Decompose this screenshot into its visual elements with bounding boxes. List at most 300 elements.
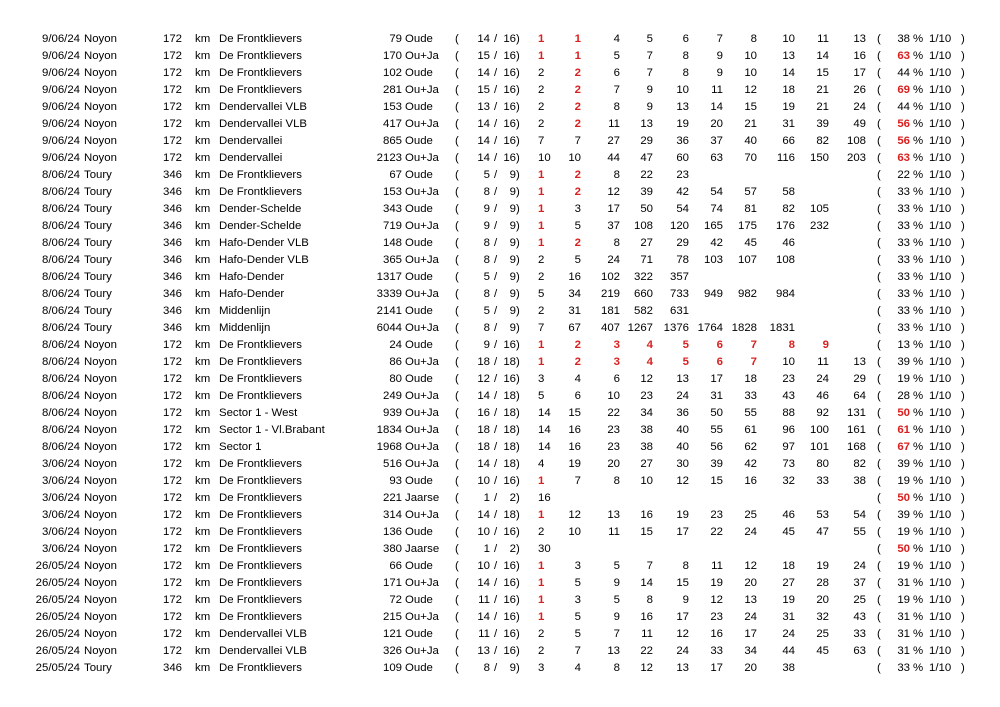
percent-sign: %	[913, 594, 924, 606]
place-result: 11	[641, 628, 653, 640]
place-result: 40	[676, 441, 689, 453]
date: 9/06/24	[41, 152, 80, 164]
slash: /	[494, 33, 498, 45]
date: 26/05/24	[35, 577, 80, 589]
place-result: 101	[809, 441, 829, 453]
place-result: 168	[846, 441, 866, 453]
place-result: 1	[538, 356, 545, 368]
place-result: 73	[782, 458, 795, 470]
distance: 346	[162, 220, 182, 232]
total-count: 16	[503, 339, 516, 351]
result-row	[0, 269, 1000, 286]
place-result: 100	[809, 424, 829, 436]
place-result: 2	[538, 628, 545, 640]
open-paren: (	[455, 594, 459, 606]
category: Oude	[405, 237, 433, 249]
percentage: 33	[897, 322, 910, 334]
place-result: 49	[853, 118, 866, 130]
place-result: 20	[607, 458, 620, 470]
ratio: 1/10	[929, 322, 952, 334]
open-paren: (	[455, 305, 459, 317]
result-row	[0, 133, 1000, 150]
percentage: 50	[897, 543, 910, 555]
close-paren: )	[516, 203, 520, 215]
place-result: 39	[640, 186, 653, 198]
place-result: 15	[816, 67, 829, 79]
place-result: 660	[633, 288, 653, 300]
open-paren: (	[455, 220, 459, 232]
pct-open-paren: (	[877, 645, 881, 657]
category: Oude	[405, 594, 433, 606]
place-result: 25	[853, 594, 866, 606]
place-result: 13	[676, 101, 689, 113]
date: 8/06/24	[41, 390, 80, 402]
place-result: 2	[538, 101, 545, 113]
distance-unit: km	[195, 254, 211, 266]
open-paren: (	[455, 135, 459, 147]
close-paren: )	[516, 492, 520, 504]
prized-count: 14	[477, 577, 490, 589]
open-paren: (	[455, 441, 459, 453]
place-result: 33	[853, 628, 866, 640]
place-result: 40	[744, 135, 757, 147]
place-result: 105	[809, 203, 829, 215]
place-result: 108	[775, 254, 795, 266]
distance-unit: km	[195, 492, 211, 504]
place-result: 28	[816, 577, 829, 589]
birds-count: 516	[382, 458, 402, 470]
place-result: 42	[710, 237, 723, 249]
distance: 172	[162, 101, 182, 113]
pct-open-paren: (	[877, 441, 881, 453]
category: Oude	[405, 526, 433, 538]
percent-sign: %	[913, 407, 924, 419]
slash: /	[494, 339, 498, 351]
distance-unit: km	[195, 169, 211, 181]
result-row	[0, 558, 1000, 575]
result-row	[0, 320, 1000, 337]
result-row	[0, 337, 1000, 354]
pct-close-paren: )	[961, 339, 965, 351]
place-result: 22	[710, 526, 723, 538]
category: Oude	[405, 271, 433, 283]
race-place: Noyon	[84, 373, 117, 385]
pct-close-paren: )	[961, 237, 965, 249]
place-result: 17	[710, 373, 723, 385]
pct-close-paren: )	[961, 33, 965, 45]
race-place: Toury	[84, 203, 112, 215]
place-result: 4	[538, 458, 545, 470]
total-count: 16	[503, 611, 516, 623]
pct-close-paren: )	[961, 271, 965, 283]
place-result: 42	[744, 458, 757, 470]
place-result: 1	[538, 560, 545, 572]
ratio: 1/10	[929, 305, 952, 317]
result-row	[0, 116, 1000, 133]
birds-count: 281	[382, 84, 402, 96]
slash: /	[494, 424, 498, 436]
pct-close-paren: )	[961, 288, 965, 300]
place-result: 82	[782, 203, 795, 215]
club-name: Sector 1 - West	[219, 407, 298, 419]
close-paren: )	[516, 84, 520, 96]
club-name: Sector 1	[219, 441, 262, 453]
prized-count: 10	[477, 475, 490, 487]
birds-count: 72	[389, 594, 402, 606]
close-paren: )	[516, 407, 520, 419]
percent-sign: %	[913, 441, 924, 453]
place-result: 11	[608, 526, 620, 538]
place-result: 1	[538, 50, 545, 62]
prized-count: 5	[483, 305, 490, 317]
close-paren: )	[516, 220, 520, 232]
place-result: 34	[640, 407, 653, 419]
pct-open-paren: (	[877, 339, 881, 351]
place-result: 23	[607, 424, 620, 436]
result-row	[0, 184, 1000, 201]
total-count: 2	[509, 492, 516, 504]
close-paren: )	[516, 424, 520, 436]
pct-open-paren: (	[877, 305, 881, 317]
total-count: 18	[503, 407, 516, 419]
percent-sign: %	[913, 390, 924, 402]
race-place: Noyon	[84, 356, 117, 368]
result-row	[0, 303, 1000, 320]
pct-close-paren: )	[961, 50, 965, 62]
total-count: 16	[503, 152, 516, 164]
place-result: 161	[846, 424, 866, 436]
place-result: 1	[538, 475, 545, 487]
place-result: 33	[744, 390, 757, 402]
place-result: 13	[676, 373, 689, 385]
percentage: 19	[897, 526, 910, 538]
close-paren: )	[516, 33, 520, 45]
place-result: 5	[574, 611, 581, 623]
percentage: 19	[897, 560, 910, 572]
place-result: 357	[669, 271, 689, 283]
slash: /	[494, 203, 498, 215]
total-count: 9	[509, 203, 516, 215]
pct-open-paren: (	[877, 322, 881, 334]
place-result: 7	[646, 67, 653, 79]
category: Oude	[405, 203, 433, 215]
club-name: De Frontklievers	[219, 458, 302, 470]
place-result: 5	[682, 356, 689, 368]
prized-count: 15	[477, 84, 490, 96]
prized-count: 14	[477, 33, 490, 45]
category: Oude	[405, 373, 433, 385]
club-name: Hafo-Dender VLB	[219, 254, 309, 266]
place-result: 8	[613, 662, 620, 674]
place-result: 5	[613, 50, 620, 62]
place-result: 219	[600, 288, 620, 300]
close-paren: )	[516, 254, 520, 266]
percent-sign: %	[913, 662, 924, 674]
total-count: 16	[503, 594, 516, 606]
prized-count: 15	[477, 50, 490, 62]
date: 25/05/24	[35, 662, 80, 674]
place-result: 9	[646, 84, 653, 96]
race-place: Noyon	[84, 594, 117, 606]
category: Ou+Ja	[405, 645, 439, 657]
club-name: De Frontklievers	[219, 526, 302, 538]
percentage: 31	[897, 628, 910, 640]
ratio: 1/10	[929, 271, 952, 283]
result-row	[0, 626, 1000, 643]
slash: /	[494, 84, 498, 96]
ratio: 1/10	[929, 475, 952, 487]
distance: 172	[162, 356, 182, 368]
place-result: 47	[640, 152, 653, 164]
result-row	[0, 150, 1000, 167]
result-row	[0, 99, 1000, 116]
place-result: 12	[640, 662, 653, 674]
prized-count: 10	[477, 560, 490, 572]
race-place: Noyon	[84, 135, 117, 147]
place-result: 9	[716, 67, 723, 79]
close-paren: )	[516, 339, 520, 351]
category: Ou+Ja	[405, 407, 439, 419]
place-result: 19	[568, 458, 581, 470]
percent-sign: %	[913, 305, 924, 317]
club-name: Dender-Schelde	[219, 203, 302, 215]
place-result: 2	[538, 84, 545, 96]
date: 26/05/24	[35, 611, 80, 623]
percentage: 56	[897, 118, 910, 130]
category: Ou+Ja	[405, 577, 439, 589]
place-result: 24	[744, 611, 757, 623]
pct-open-paren: (	[877, 526, 881, 538]
distance: 172	[162, 611, 182, 623]
race-place: Toury	[84, 305, 112, 317]
club-name: De Frontklievers	[219, 84, 302, 96]
place-result: 27	[640, 237, 653, 249]
percentage: 33	[897, 203, 910, 215]
open-paren: (	[455, 271, 459, 283]
place-result: 108	[846, 135, 866, 147]
place-result: 34	[744, 645, 757, 657]
open-paren: (	[455, 67, 459, 79]
ratio: 1/10	[929, 50, 952, 62]
percent-sign: %	[913, 254, 924, 266]
category: Ou+Ja	[405, 424, 439, 436]
place-result: 22	[640, 645, 653, 657]
place-result: 15	[676, 577, 689, 589]
place-result: 2	[574, 118, 581, 130]
place-result: 8	[788, 339, 795, 351]
close-paren: )	[516, 390, 520, 402]
ratio: 1/10	[929, 339, 952, 351]
result-row	[0, 235, 1000, 252]
place-result: 11	[711, 560, 723, 572]
place-result: 1	[538, 220, 545, 232]
category: Oude	[405, 475, 433, 487]
place-result: 5	[538, 390, 545, 402]
place-result: 18	[744, 373, 757, 385]
place-result: 7	[613, 628, 620, 640]
open-paren: (	[455, 169, 459, 181]
category: Oude	[405, 628, 433, 640]
pct-close-paren: )	[961, 203, 965, 215]
place-result: 13	[782, 50, 795, 62]
place-result: 20	[816, 594, 829, 606]
pct-open-paren: (	[877, 186, 881, 198]
pct-open-paren: (	[877, 135, 881, 147]
prized-count: 14	[477, 390, 490, 402]
place-result: 9	[613, 577, 620, 589]
place-result: 13	[676, 662, 689, 674]
pct-open-paren: (	[877, 271, 881, 283]
prized-count: 5	[483, 271, 490, 283]
distance-unit: km	[195, 611, 211, 623]
place-result: 2	[538, 645, 545, 657]
place-result: 24	[744, 526, 757, 538]
place-result: 10	[676, 84, 689, 96]
club-name: Dendervallei	[219, 152, 283, 164]
total-count: 16	[503, 67, 516, 79]
close-paren: )	[516, 628, 520, 640]
distance-unit: km	[195, 509, 211, 521]
place-result: 14	[538, 424, 551, 436]
race-place: Noyon	[84, 118, 117, 130]
place-result: 31	[782, 118, 795, 130]
percent-sign: %	[913, 543, 924, 555]
club-name: Dendervallei VLB	[219, 118, 308, 130]
result-row	[0, 524, 1000, 541]
place-result: 24	[676, 390, 689, 402]
race-place: Noyon	[84, 441, 117, 453]
percent-sign: %	[913, 356, 924, 368]
pct-open-paren: (	[877, 407, 881, 419]
place-result: 103	[703, 254, 723, 266]
date: 26/05/24	[35, 594, 80, 606]
prized-count: 8	[483, 254, 490, 266]
distance: 172	[162, 577, 182, 589]
distance: 172	[162, 135, 182, 147]
birds-count: 170	[382, 50, 402, 62]
close-paren: )	[516, 186, 520, 198]
place-result: 18	[782, 560, 795, 572]
close-paren: )	[516, 543, 520, 555]
category: Ou+Ja	[405, 322, 439, 334]
place-result: 22	[607, 407, 620, 419]
place-result: 37	[853, 577, 866, 589]
place-result: 14	[710, 101, 723, 113]
pct-close-paren: )	[961, 373, 965, 385]
club-name: De Frontklievers	[219, 560, 302, 572]
place-result: 8	[613, 101, 620, 113]
place-result: 5	[682, 339, 689, 351]
distance: 172	[162, 526, 182, 538]
open-paren: (	[455, 322, 459, 334]
category: Jaarse	[405, 543, 440, 555]
place-result: 6	[682, 33, 689, 45]
distance-unit: km	[195, 67, 211, 79]
place-result: 12	[640, 373, 653, 385]
birds-count: 6044	[376, 322, 402, 334]
birds-count: 939	[382, 407, 402, 419]
birds-count: 326	[382, 645, 402, 657]
race-place: Noyon	[84, 101, 117, 113]
pct-open-paren: (	[877, 67, 881, 79]
place-result: 4	[646, 339, 653, 351]
place-result: 46	[816, 390, 829, 402]
slash: /	[494, 101, 498, 113]
place-result: 7	[646, 560, 653, 572]
place-result: 2	[574, 339, 581, 351]
place-result: 1831	[769, 322, 795, 334]
place-result: 31	[568, 305, 581, 317]
pct-open-paren: (	[877, 169, 881, 181]
place-result: 61	[744, 424, 757, 436]
percentage: 44	[897, 67, 910, 79]
club-name: De Frontklievers	[219, 662, 302, 674]
place-result: 3	[538, 662, 545, 674]
slash: /	[494, 356, 498, 368]
percentage: 61	[897, 424, 910, 436]
place-result: 19	[782, 594, 795, 606]
distance-unit: km	[195, 322, 211, 334]
slash: /	[494, 186, 498, 198]
pct-close-paren: )	[961, 152, 965, 164]
ratio: 1/10	[929, 526, 952, 538]
percent-sign: %	[913, 186, 924, 198]
race-place: Noyon	[84, 33, 117, 45]
pct-close-paren: )	[961, 458, 965, 470]
total-count: 9	[509, 271, 516, 283]
percentage: 22	[897, 169, 910, 181]
place-result: 34	[568, 288, 581, 300]
birds-count: 86	[389, 356, 402, 368]
birds-count: 102	[382, 67, 402, 79]
date: 3/06/24	[41, 475, 80, 487]
distance: 172	[162, 407, 182, 419]
percent-sign: %	[913, 458, 924, 470]
ratio: 1/10	[929, 509, 952, 521]
place-result: 4	[613, 33, 620, 45]
pct-open-paren: (	[877, 543, 881, 555]
open-paren: (	[455, 84, 459, 96]
close-paren: )	[516, 152, 520, 164]
date: 26/05/24	[35, 628, 80, 640]
place-result: 1	[538, 339, 545, 351]
category: Ou+Ja	[405, 441, 439, 453]
total-count: 9	[509, 220, 516, 232]
ratio: 1/10	[929, 628, 952, 640]
place-result: 8	[646, 594, 653, 606]
place-result: 17	[744, 628, 757, 640]
place-result: 1	[538, 611, 545, 623]
slash: /	[494, 560, 498, 572]
pct-close-paren: )	[961, 101, 965, 113]
slash: /	[494, 50, 498, 62]
place-result: 45	[744, 237, 757, 249]
place-result: 322	[633, 271, 653, 283]
place-result: 107	[737, 254, 757, 266]
place-result: 10	[744, 50, 757, 62]
ratio: 1/10	[929, 390, 952, 402]
place-result: 19	[782, 101, 795, 113]
distance: 172	[162, 645, 182, 657]
place-result: 31	[710, 390, 723, 402]
percentage: 33	[897, 186, 910, 198]
close-paren: )	[516, 135, 520, 147]
distance: 172	[162, 390, 182, 402]
club-name: Middenlijn	[219, 322, 271, 334]
place-result: 4	[574, 662, 581, 674]
place-result: 22	[640, 169, 653, 181]
open-paren: (	[455, 492, 459, 504]
